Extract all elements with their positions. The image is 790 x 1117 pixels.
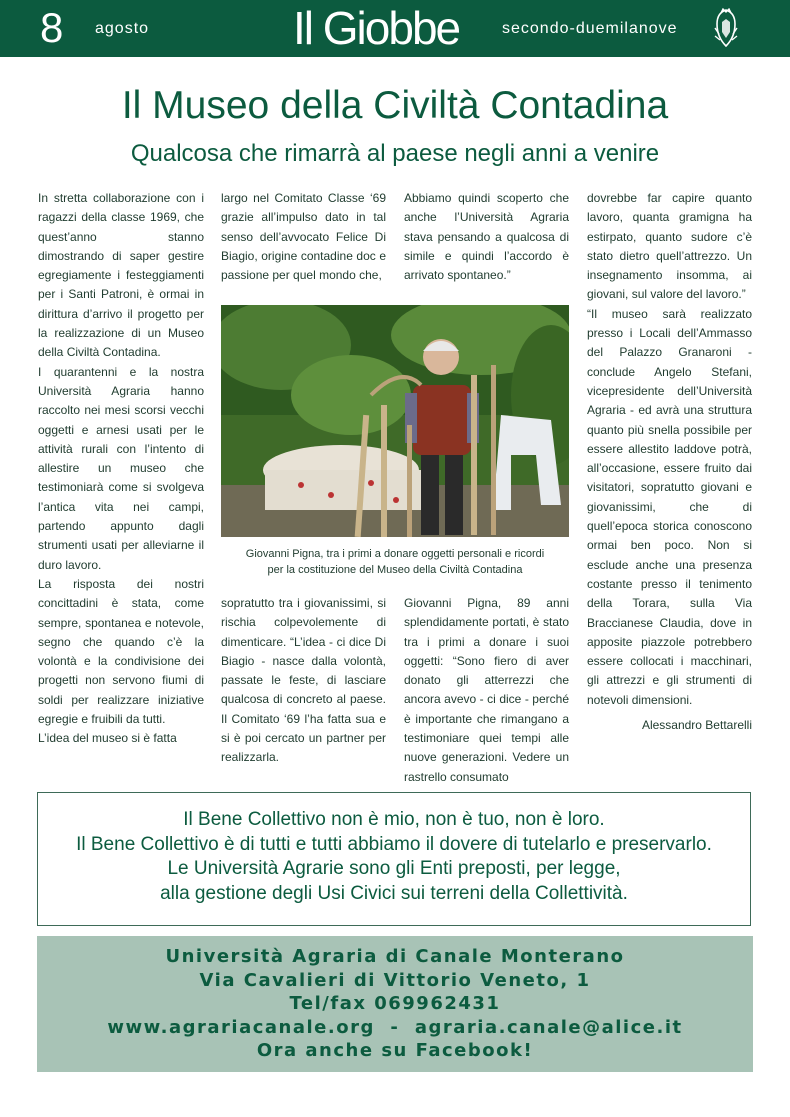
motto-line: alla gestione degli Usi Civici sui terreni della Collettività.	[160, 882, 628, 904]
page-number: 8	[40, 4, 64, 51]
issue-year: secondo-duemilanove	[502, 20, 678, 37]
organization-name: Università Agraria di Canale Monterano	[165, 946, 625, 967]
motto-line: Il Bene Collettivo non è mio, non è tuo, non è loro.	[183, 809, 605, 830]
paragraph: dovrebbe far capire quanto lavoro, quanta gramigna ha estirpato, quanto sudore c’è stato dietro quell’attrezzo. Un insegnamento insomma, ai giovani, sul valore del lavoro.”	[587, 191, 752, 302]
masthead	[0, 0, 790, 57]
paragraph: Giovanni Pigna, 89 anni splendidamente portati, è stato tra i primi a donare i suoi oggetti: “Sono fiero di aver donato gli atterrezzi che ancora avevo - ci dice - perché è importante che rimangano a testimoniare quei tempi alle nuove generazioni. Vedere un rastrello consumato	[404, 596, 569, 784]
paragraph: sopratutto tra i giovanissimi, si rischia colpevolemente di dimenticare. “L’idea - ci dice Di Biagio - nasce dalla volontà, passate le feste, di lasciare qualcosa di concreto al paese. Il Comitato ‘69 l’ha fatta sua e si è poi cercato un partner per realizzarla.	[221, 596, 386, 765]
article-column-2-top	[221, 189, 386, 285]
caption-line: per la costituzione del Museo della Civiltà Contadina	[267, 564, 523, 576]
paragraph: I quarantenni e la nostra Università Agraria hanno raccolto nei mesi scorsi vecchi oggetti e arnesi usati per le attività rurali con l’intento di allestire un museo che testimoniarà come si svolgeva l’antica vita nei campi, partendo appunto dagli strumenti usati per alleviarne il duro lavoro.	[38, 364, 204, 572]
photo-illustration	[221, 305, 569, 537]
crest-icon	[711, 8, 741, 48]
article-column-3-top	[404, 189, 569, 285]
paragraph: In stretta collaborazione con i ragazzi della classe 1969, che quest’anno stanno dimostrando di saper gestire egregiamente i festeggiamenti per i Santi Patroni, è ormai in dirittura d’arrivo il progetto per la realizzazione di un Museo della Civiltà Contadina.	[38, 191, 204, 360]
photo-caption	[221, 546, 569, 578]
article-subtitle: Qualcosa che rimarrà al paese negli anni a venire	[130, 140, 660, 167]
paragraph: Abbiamo quindi scoperto che anche l’Università Agraria stava pensando a qualcosa di simile e quindi l’accordo è arrivato spontaneo.”	[404, 191, 569, 283]
article-title: Il Museo della Civiltà Contadina	[121, 84, 669, 127]
article-column-1	[38, 189, 204, 749]
contact-box	[37, 936, 753, 1072]
article-column-3-bottom	[404, 594, 569, 787]
motto-box	[37, 792, 751, 926]
article-photo	[221, 305, 569, 537]
organization-address: Via Cavalieri di Vittorio Veneto, 1	[199, 969, 591, 991]
issue-month: agosto	[95, 20, 150, 37]
facebook-note: Ora anche su Facebook!	[256, 1040, 534, 1061]
organization-web-email: www.agrariacanale.org - agraria.canale@alice.it	[107, 1016, 683, 1038]
caption-line: Giovanni Pigna, tra i primi a donare oggetti personali e ricordi	[245, 548, 545, 560]
paragraph: La risposta dei nostri concittadini è stata, come sempre, spontanea e notevole, segno che quando c’è la volontà e la condivisione dei progetti non servono fiumi di soldi per realizzare iniziative egregie e fruibili da tutti.	[38, 576, 204, 727]
paragraph: L’idea del museo si è fatta	[38, 731, 177, 746]
article-column-2-bottom	[221, 594, 386, 768]
newspaper-title: Il Giobbe	[293, 2, 460, 54]
motto-line: Il Bene Collettivo è di tutti e tutti abbiamo il dovere di tutelarlo e preservarlo.	[76, 833, 712, 855]
paragraph: “Il museo sarà realizzato presso i Locali dell’Ammasso del Palazzo Granaroni - conclude Angelo Stefani, vicepresidente dell’Università Agraria - ed avrà una struttura quanto più snella possibile per essere allestito laddove potrà, all’occasione, essere fruito dai visitatori, sopratutto giovani e giovanissimi, che di quell’epoca storica conoscono ormai ben poco. Non si esclude anche una presenza costante presso il tenimento della Torara, sulla Via Braccianese Claudia, dove in apposite piazzole potrebbero essere collocati i macchinari, gli attrezzi e gli strumenti di notevoli dimensioni.	[587, 306, 752, 707]
organization-phone: Tel/fax 069962431	[289, 993, 501, 1014]
article-column-4	[587, 189, 752, 735]
paragraph: largo nel Comitato Classe ‘69 grazie all’impulso dato in tal senso dell’avvocato Felice Di Biagio, origine contadine doc e passione per quel mondo che,	[221, 191, 386, 283]
author-signature: Alessandro Bettarelli	[641, 718, 752, 733]
motto-line: Le Università Agrarie sono gli Enti preposti, per legge,	[167, 858, 621, 879]
